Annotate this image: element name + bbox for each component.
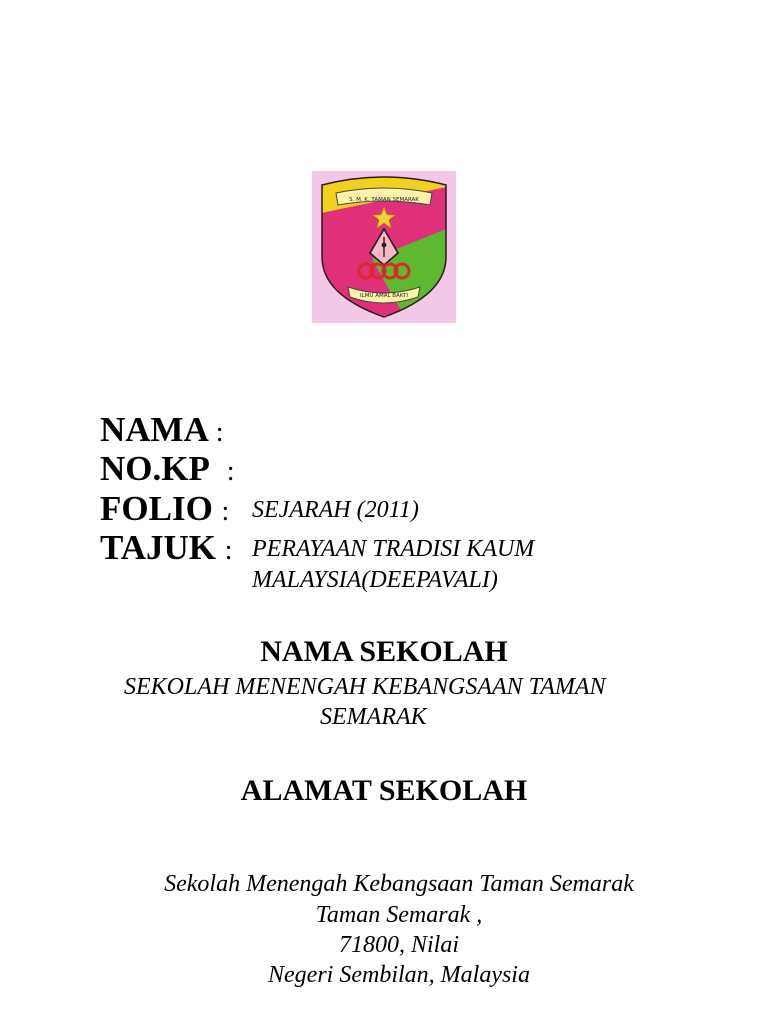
folio-colon: : xyxy=(221,496,230,527)
address-line-3: 71800, Nilai xyxy=(338,932,459,958)
school-logo xyxy=(312,171,456,323)
school-crest-icon xyxy=(312,171,456,323)
crest-motto-text: ILMU AMAL BAKTI xyxy=(360,293,408,299)
school-name-line2: SEMARAK xyxy=(320,704,427,730)
school-name-line1: SEKOLAH MENENGAH KEBANGSAAN TAMAN xyxy=(124,674,606,700)
tajuk-value-line2: MALAYSIA(DEEPAVALI) xyxy=(252,567,498,593)
nama-label: NAMA xyxy=(100,410,207,449)
address-line-1: Sekolah Menengah Kebangsaan Taman Semarak xyxy=(164,871,634,897)
address-line-2: Taman Semarak , xyxy=(315,902,483,928)
tajuk-value-line1: PERAYAAN TRADISI KAUM xyxy=(252,536,535,562)
nama-colon: : xyxy=(215,417,224,448)
nokp-label: NO.KP xyxy=(100,449,208,488)
folio-value: SEJARAH (2011) xyxy=(252,497,419,523)
school-address-heading: ALAMAT SEKOLAH xyxy=(240,774,528,807)
tajuk-field xyxy=(100,530,233,565)
tajuk-colon: : xyxy=(224,535,233,566)
folio-label: FOLIO xyxy=(100,489,213,528)
nokp-colon: : xyxy=(226,456,235,487)
school-name-heading: NAMA SEKOLAH xyxy=(260,635,508,668)
nokp-field xyxy=(100,451,234,486)
crest-top-text: S. M. K. TAMAN SEMARAK xyxy=(349,197,419,203)
tajuk-label: TAJUK xyxy=(100,528,217,567)
address-line-4: Negeri Sembilan, Malaysia xyxy=(268,962,530,988)
nama-field xyxy=(100,412,223,447)
folio-field xyxy=(100,491,229,526)
